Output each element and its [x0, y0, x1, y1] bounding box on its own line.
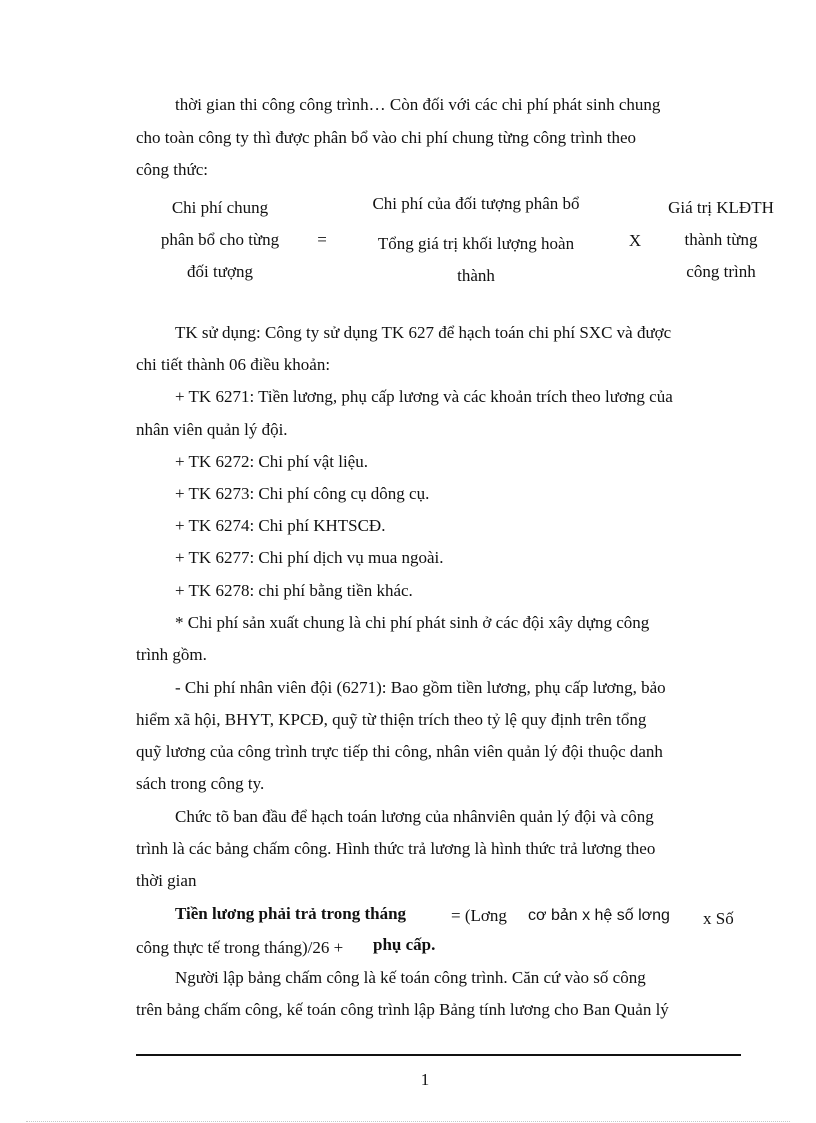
- nv-line2: hiểm xã hội, BHYT, KPCĐ, quỹ từ thiện trích theo tỷ lệ quy định trên tổng: [136, 710, 647, 729]
- formula-right-2: thành từng: [684, 230, 758, 249]
- tk-item-6272: + TK 6272: Chi phí vật liệu.: [175, 452, 368, 471]
- last-line2: trên bảng chấm công, kế toán công trình lập Bảng tính lương cho Ban Quản lý: [136, 1000, 669, 1019]
- ct-line3: thời gian: [136, 871, 197, 890]
- para1-line1: thời gian thi công công trình… Còn đối với các chi phí phát sinh chung: [175, 95, 661, 114]
- salary-bold-tail: phụ cấp.: [373, 935, 436, 954]
- tk-line1: TK sử dụng: Công ty sử dụng TK 627 để hạch toán chi phí SXC và được: [175, 323, 672, 342]
- formula-left-2: phân bổ cho từng: [160, 230, 280, 249]
- nv-line1: - Chi phí nhân viên đội (6271): Bao gồm tiền lương, phụ cấp lương, bảo: [175, 678, 666, 697]
- formula-left-1: Chi phí chung: [171, 198, 269, 217]
- last-line1: Người lập bảng chấm công là kế toán công trình. Căn cứ vào số công: [175, 968, 646, 987]
- tk-item-6271-b: nhân viên quản lý đội.: [136, 420, 288, 439]
- formula-denominator-2: thành: [457, 266, 495, 285]
- salary-end: x Số: [703, 909, 734, 928]
- tk-item-6278: + TK 6278: chi phí bằng tiền khác.: [175, 581, 413, 600]
- tk-item-6271-a: + TK 6271: Tiền lương, phụ cấp lương và các khoản trích theo lương của: [175, 387, 673, 406]
- ct-line2: trình là các bảng chấm công. Hình thức trả lương là hình thức trả lương theo: [136, 839, 656, 858]
- formula-denominator-1: Tổng giá trị khối lượng hoàn: [377, 234, 575, 253]
- salary-eq: = (Lơng: [451, 906, 507, 925]
- page-number: 1: [420, 1070, 430, 1089]
- formula-right-1: Giá trị KLĐTH: [668, 198, 774, 217]
- formula-equals: =: [317, 230, 327, 249]
- sxc-line2: trình gồm.: [136, 645, 207, 664]
- nv-line3: quỹ lương của công trình trực tiếp thi công, nhân viên quản lý đội thuộc danh: [136, 742, 663, 761]
- salary-line2: công thực tế trong tháng)/26 +: [136, 938, 344, 957]
- tk-line2: chi tiết thành 06 điều khoản:: [136, 355, 331, 374]
- page-bottom-border: [26, 1121, 790, 1122]
- footer-rule: [136, 1054, 741, 1056]
- formula-times: X: [628, 231, 642, 250]
- nv-line4: sách trong công ty.: [136, 774, 265, 793]
- tk-item-6273: + TK 6273: Chi phí công cụ dông cụ.: [175, 484, 430, 503]
- tk-item-6277: + TK 6277: Chi phí dịch vụ mua ngoài.: [175, 548, 444, 567]
- ct-line1: Chức tõ ban đầu để hạch toán lương của nhânviên quản lý đội và công: [175, 807, 654, 826]
- para1-line3: công thức:: [136, 160, 209, 179]
- salary-mid: cơ bản x hệ số lơng: [528, 907, 670, 924]
- sxc-line1: * Chi phí sản xuất chung là chi phí phát sinh ở các đội xây dựng công: [175, 613, 650, 632]
- salary-bold-lead: Tiền lương phải trả trong tháng: [175, 904, 407, 923]
- para1-line2: cho toàn công ty thì được phân bổ vào chi phí chung từng công trình theo: [136, 128, 637, 147]
- formula-numerator: Chi phí của đối tượng phân bổ: [372, 194, 580, 213]
- formula-right-3: công trình: [686, 262, 756, 281]
- formula-left-3: đối tượng: [187, 262, 253, 281]
- tk-item-6274: + TK 6274: Chi phí KHTSCĐ.: [175, 516, 386, 535]
